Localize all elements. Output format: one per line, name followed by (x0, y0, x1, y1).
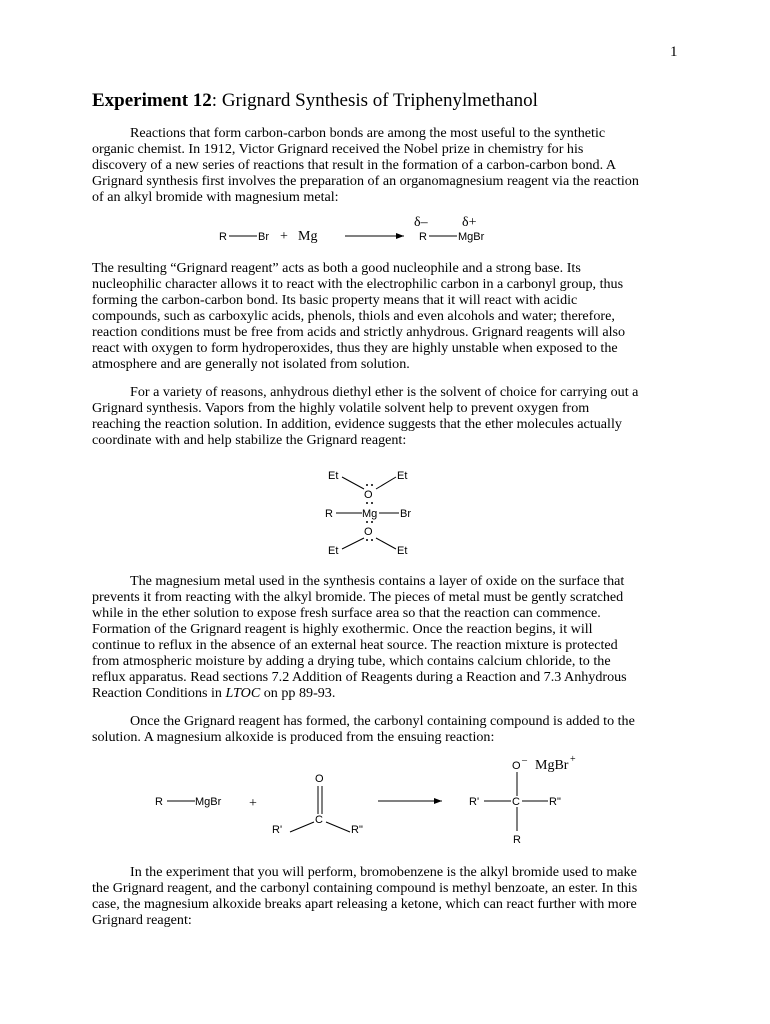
text-line: prevents it from reacting with the alkyl bromide. The pieces of metal must be gently scratched (92, 589, 624, 605)
scheme3-negative-charge: – (522, 755, 527, 766)
scheme1-delta-minus: δ– (414, 215, 428, 230)
reference-book-title: LTOC (225, 685, 261, 701)
lone-pair-dot (366, 502, 368, 504)
reference-pages: on pp 89-93. (260, 685, 336, 701)
scheme1-r: R (219, 231, 227, 243)
bond-line (326, 822, 350, 832)
text-line: The resulting “Grignard reagent” acts as both a good nucleophile and a strong base. Its (92, 260, 581, 276)
text-line: Grignard synthesis. Vapors from the highly volatile solvent help to prevent oxygen from (92, 400, 590, 416)
paragraph-carbonyl-addition (92, 713, 692, 745)
lone-pair-dot (366, 521, 368, 523)
page-title (92, 90, 538, 112)
scheme3-r: R (155, 796, 163, 808)
scheme-grignard-formation (0, 212, 770, 252)
scheme3-plus: + (249, 796, 257, 811)
scheme2-oxygen-bottom: O (364, 526, 373, 538)
lone-pair-dot (366, 484, 368, 486)
scheme2-r: R (325, 508, 333, 520)
text-line: the Grignard reagent, and the carbonyl containing compound is methyl benzoate, an ester. In this (92, 880, 638, 896)
text-line: In the experiment that you will perform, bromobenzene is the alkyl bromide used to make (130, 864, 637, 880)
bond-line (290, 822, 314, 832)
text-line: forming the carbon-carbon bond. Its basic property means that it will react with acidic (92, 292, 578, 308)
scheme3-product-r-double-prime: R" (549, 796, 561, 808)
scheme3-r-prime: R' (272, 824, 283, 836)
arrow-head-icon (396, 233, 404, 239)
text-line: Reactions that form carbon-carbon bonds are among the most useful to the synthetic (130, 125, 606, 141)
scheme-ether-coordination (0, 462, 770, 562)
paragraph-magnesium-oxide (92, 573, 692, 701)
text-line: Formation of the Grignard reagent is highly exothermic. Once the reaction begins, it will (92, 621, 593, 637)
text-line: For a variety of reasons, anhydrous diethyl ether is the solvent of choice for carrying out a (130, 384, 639, 400)
paragraph-grignard-reagent (92, 260, 692, 372)
scheme1-delta-plus: δ+ (462, 215, 477, 230)
scheme2-et-top-left: Et (328, 470, 339, 482)
bond-line (376, 477, 396, 489)
bond-line (376, 538, 396, 549)
text-line: discovery of a new series of reactions that result in the formation of a carbon-carbon bond. A (92, 157, 617, 173)
text-line: reflux apparatus. Read sections 7.2 Addition of Reagents during a Reaction and 7.3 Anhydrous (92, 669, 627, 685)
scheme2-oxygen-top: O (364, 489, 373, 501)
scheme3-r-double-prime: R" (351, 824, 363, 836)
scheme3-positive-charge: + (570, 754, 576, 765)
paragraph-experiment-overview (92, 864, 692, 928)
text-line: solution. A magnesium alkoxide is produced from the ensuing reaction: (92, 729, 495, 745)
text-line: while in the ether solution to expose fresh surface area so that the reaction can commence. (92, 605, 601, 621)
lone-pair-dot (366, 539, 368, 541)
lone-pair-dot (371, 484, 373, 486)
text-line: case, the magnesium alkoxide breaks apart releasing a ketone, which can react further with more (92, 896, 637, 912)
text-line: continue to reflux in the absence of an external heat source. The reaction mixture is protected (92, 637, 618, 653)
scheme2-et-bottom-right: Et (397, 545, 408, 557)
arrow-head-icon (434, 798, 442, 804)
scheme2-br: Br (400, 508, 411, 520)
paragraph-solvent (92, 384, 692, 448)
text-line: compounds, such as carboxylic acids, phenols, thiols and even alcohols and water; therefore, (92, 308, 615, 324)
scheme1-product-mgbr: MgBr (458, 231, 485, 243)
bond-line (342, 477, 364, 489)
scheme3-mgbr: MgBr (195, 796, 222, 808)
text-line: from atmospheric moisture by adding a drying tube, which contains calcium chloride, to the (92, 653, 611, 669)
text-line: Once the Grignard reagent has formed, the carbonyl containing compound is added to the (130, 713, 635, 729)
lone-pair-dot (371, 502, 373, 504)
scheme1-plus: + (280, 229, 288, 244)
text-line: Grignard synthesis first involves the preparation of an organomagnesium reagent via the reaction (92, 173, 639, 189)
text-line: reaching the reaction solution. In addition, evidence suggests that the ether molecules actually (92, 416, 622, 432)
text-line: Grignard reagent: (92, 912, 192, 928)
scheme1-mg: Mg (298, 229, 318, 244)
text-line: nucleophilic character allows it to react with the electrophilic carbon in a carbonyl group, thus (92, 276, 624, 292)
scheme1-br: Br (258, 231, 269, 243)
scheme3-carbonyl-carbon: C (315, 814, 323, 826)
page-number: 1 (670, 44, 678, 60)
scheme3-carbonyl-oxygen: O (315, 773, 324, 785)
text-line-reference (92, 685, 692, 701)
text-line: atmosphere and are generally not isolated from solution. (92, 356, 410, 372)
bond-line (342, 538, 364, 549)
text-line: reaction conditions must be free from acids and strictly anhydrous. Grignard reagents will also (92, 324, 626, 340)
reference-text: Reaction Conditions in (92, 685, 226, 701)
text-line: organic chemist. In 1912, Victor Grignard received the Nobel prize in chemistry for his (92, 141, 584, 157)
scheme3-product-r: R (513, 834, 521, 846)
scheme3-product-r-prime: R' (469, 796, 480, 808)
text-line: react with oxygen to form hydroperoxides, thus they are highly unstable when exposed to the (92, 340, 618, 356)
lone-pair-dot (371, 539, 373, 541)
title-text: : Grignard Synthesis of Triphenylmethanol (211, 90, 538, 111)
scheme-alkoxide-formation (0, 752, 770, 852)
text-line: of an alkyl bromide with magnesium metal: (92, 189, 339, 205)
scheme3-product-carbon: C (512, 796, 520, 808)
scheme2-et-bottom-left: Et (328, 545, 339, 557)
text-line: The magnesium metal used in the synthesis contains a layer of oxide on the surface that (130, 573, 625, 589)
scheme3-counterion: MgBr (535, 758, 569, 773)
title-experiment-number: Experiment 12 (92, 90, 212, 111)
paragraph-intro (92, 125, 692, 205)
lone-pair-dot (371, 521, 373, 523)
scheme1-product-r: R (419, 231, 427, 243)
scheme2-mg: Mg (362, 508, 378, 520)
scheme3-alkoxide-oxygen: O (512, 760, 521, 772)
text-line: coordinate with and help stabilize the Grignard reagent: (92, 432, 407, 448)
scheme2-et-top-right: Et (397, 470, 408, 482)
